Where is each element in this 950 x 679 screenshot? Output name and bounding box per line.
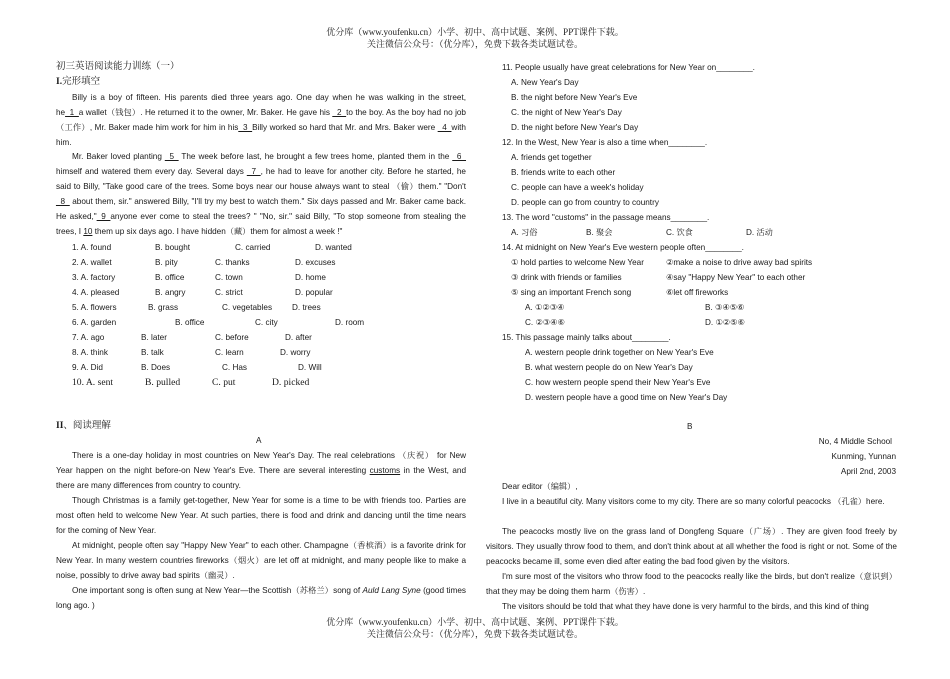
cloze-option-2-d: D. excuses <box>295 258 336 267</box>
section-1-number: I. <box>56 77 63 87</box>
cloze-option-2-a: 2. A. wallet <box>72 258 112 267</box>
cloze-option-10-b: B. pulled <box>145 377 181 388</box>
question-15-option-c: C. how western people spend their New Year's Eve <box>525 378 711 387</box>
cloze-option-10-a: 10. A. sent <box>72 377 114 388</box>
document-title: 初三英语阅读能力训练（一） <box>56 62 180 72</box>
passage-a-label: A <box>256 436 262 445</box>
text-run: with him. <box>56 123 466 147</box>
cloze-option-1-a: 1. A. found <box>72 243 112 252</box>
passage-a-paragraph-4 <box>56 583 466 613</box>
blank-or-keyword: _4_ <box>437 123 452 132</box>
cloze-option-3-a: 3. A. factory <box>72 273 116 282</box>
text-run: There is a one-day holiday in most countries on New Year's Day. The real celebrations （庆祝） for New Year happen on the night before-on New Year's Eve. There are several interesting <box>56 451 466 475</box>
question-13-stem: 13. The word "customs" in the passage means________. <box>502 213 710 222</box>
letter-paragraph-3: I'm sure most of the visitors who throw food to the peacocks really like the birds, but don't realize（意识到）that they may be doing them harm（伤害）. <box>486 572 897 596</box>
question-15-stem: 15. This passage mainly talks about________. <box>502 333 671 342</box>
question-14-stem: 14. At midnight on New Year's Eve western people often________. <box>502 243 744 252</box>
cloze-option-3-c: C. town <box>215 273 243 282</box>
question-14-item: ⑤ sing an important French song <box>511 288 632 297</box>
cloze-option-6-b: B. office <box>175 318 205 327</box>
question-11-stem: 11. People usually have great celebrations for New Year on________. <box>502 63 755 72</box>
question-14-option: D. ①②⑤⑥ <box>705 318 745 327</box>
passage-a-paragraph-1 <box>56 448 466 493</box>
letter-salutation: Dear editor（编辑）, <box>502 482 578 491</box>
question-13-option-d: D. 活动 <box>746 228 773 237</box>
cloze-option-6-c: C. city <box>255 318 278 327</box>
question-11-option-c: C. the night of New Year's Day <box>511 108 622 117</box>
cloze-paragraph-1 <box>56 90 466 150</box>
text-run: in the West, and there are many differences from country to country. <box>56 466 467 490</box>
cloze-option-4-a: 4. A. pleased <box>72 288 120 297</box>
blank-or-keyword: _5_ <box>164 152 179 161</box>
cloze-option-8-a: 8. A. think <box>72 348 108 357</box>
cloze-option-4-c: C. strict <box>215 288 243 297</box>
text-run: Mr. Baker loved planting <box>72 152 165 161</box>
text-run: The week before last, he brought a few trees home, planted them in the <box>178 152 453 161</box>
question-11-option-b: B. the night before New Year's Eve <box>511 93 638 102</box>
letter-date: April 2nd, 2003 <box>840 467 896 476</box>
question-14-option: A. ①②③④ <box>525 303 565 312</box>
cloze-option-5-a: 5. A. flowers <box>72 303 117 312</box>
question-12-stem: 12. In the West, New Year is also a time when________. <box>502 138 708 147</box>
question-14-item: ③ drink with friends or families <box>511 273 622 282</box>
text-run: , he had to leave for another city. Before he started, he said to Billy, "Take good care of the trees. Some boys near our house always want to steal （偷）them." "Don't <box>56 167 466 191</box>
question-13-option-c: C. 饮食 <box>666 228 693 237</box>
cloze-option-10-c: C. put <box>212 377 236 388</box>
question-14-option: C. ②③④⑥ <box>525 318 565 327</box>
question-14-item: ⑥let off fireworks <box>666 288 729 297</box>
question-13-option-a: A. 习俗 <box>511 228 538 237</box>
text-run: himself and watered them every day. Several days <box>56 167 247 176</box>
cloze-option-2-b: B. pity <box>155 258 178 267</box>
text-run: (good times long ago. ) <box>56 586 466 610</box>
cloze-option-2-c: C. thanks <box>215 258 250 267</box>
question-14-item: ① hold parties to welcome New Year <box>511 258 644 267</box>
cloze-option-1-c: C. carried <box>235 243 271 252</box>
blank-or-keyword: _6_ <box>452 152 466 161</box>
cloze-option-6-d: D. room <box>335 318 365 327</box>
blank-or-keyword: _2_ <box>332 108 347 117</box>
question-15-option-a: A. western people drink together on New Year's Eve <box>525 348 714 357</box>
letter-paragraph-2: The peacocks mostly live on the grass land of Dongfeng Square（广场）. They are given food freely by visitors. They usually throw food to them, and don't think about at all whether the food is right or not. Some of the peacocks became ill, some even died after eating the bad food given by the visitors. <box>486 527 897 566</box>
question-14-option: B. ③④⑤⑥ <box>705 303 745 312</box>
cloze-option-5-c: C. vegetables <box>222 303 273 312</box>
text-run: One important song is often sung at New Year—the Scottish（苏格兰）song of <box>72 586 363 595</box>
cloze-option-7-b: B. later <box>141 333 167 342</box>
cloze-option-4-d: D. popular <box>295 288 333 297</box>
letter-paragraph-1: I live in a beautiful city. Many visitors come to my city. There are so many colorful peacocks （孔雀）here. <box>502 497 885 506</box>
blank-or-keyword: _9_ <box>96 212 111 221</box>
text-run: Billy is a boy of fifteen. His parents died three years ago. One day when he was walking in the street, he <box>56 93 466 117</box>
passage-b-label: B <box>687 422 693 431</box>
question-15-option-d: D. western people have a good time on New Year's Day <box>525 393 728 402</box>
text-run: a wallet（钱包）. He returned it to the owner, Mr. Baker. He gave his <box>78 108 333 117</box>
cloze-option-9-d: D. Will <box>298 363 322 372</box>
cloze-option-7-d: D. after <box>285 333 312 342</box>
text-run: about them, sir." answered Billy, "I'll try my best to watch them." Six days passed and Mr. Baker came back. He asked," <box>56 197 466 221</box>
cloze-option-4-b: B. angry <box>155 288 186 297</box>
text-run: them up six days ago. I have hidden（藏）them for almost a week !" <box>92 227 343 236</box>
section-2-number: II <box>56 421 64 431</box>
letter-paragraph-4: The visitors should be told that what they have done is very harmful to the birds, and this kind of thing <box>502 602 869 611</box>
section-2-heading <box>56 419 111 434</box>
text-run: Billy worked so hard that Mr. and Mrs. Baker were <box>252 123 438 132</box>
question-14-item: ④say "Happy New Year" to each other <box>666 273 806 282</box>
question-13-option-b: B. 聚会 <box>586 228 613 237</box>
text-run: anyone ever come to steal the trees? " "No, sir." said Billy, "To stop someone from stealing the trees, I <box>56 212 466 236</box>
text-run: to the boy. As the boy had no job（工作）, Mr. Baker made him work for him in his <box>56 108 466 132</box>
question-12-option-a: A. friends get together <box>511 153 592 162</box>
header-watermark-line-1: 优分库（www.youfenku.cn）小学、初中、高中试题、案例、PPT课件下载。 <box>326 27 624 37</box>
blank-or-keyword: _7_ <box>246 167 261 176</box>
blank-or-keyword: _1_ <box>65 108 79 117</box>
cloze-option-9-a: 9. A. Did <box>72 363 103 372</box>
cloze-option-8-c: C. learn <box>215 348 244 357</box>
cloze-option-10-d: D. picked <box>272 377 310 388</box>
cloze-option-9-b: B. Does <box>141 363 171 372</box>
question-12-option-c: C. people can have a week's holiday <box>511 183 644 192</box>
question-11-option-a: A. New Year's Day <box>511 78 579 87</box>
question-14-item: ②make a noise to drive away bad spirits <box>666 258 813 267</box>
section-1-title: 完形填空 <box>62 77 101 87</box>
blank-or-keyword: 10 <box>83 227 93 236</box>
cloze-option-3-b: B. office <box>155 273 185 282</box>
section-1-heading <box>56 75 100 90</box>
text-run: Though Christmas is a family get-together, New Year for some is a time to be with friends too. Parties are most often held to welcome New Year. At such parties, there is food and drink and dancing until the time nears for the coming of New Year. <box>56 496 466 535</box>
cloze-option-3-d: D. home <box>295 273 326 282</box>
question-12-option-b: B. friends write to each other <box>511 168 616 177</box>
cloze-option-1-d: D. wanted <box>315 243 352 252</box>
header-watermark-line-2: 关注微信公众号：（优分库），免费下载各类试题试卷。 <box>366 39 583 49</box>
text-run: At midnight, people often say "Happy New Year" to each other. Champagne（香槟酒）is a favorite drink for New Year. In many western countries fireworks（烟火）are let off at midnight, and many people like to make a noise, possibly to drive away bad spirits（幽灵）. <box>56 541 466 580</box>
question-15-option-b: B. what western people do on New Year's Day <box>525 363 693 372</box>
passage-a-paragraph-3 <box>56 538 466 583</box>
letter-address-line-1: No, 4 Middle School <box>818 437 892 446</box>
text-run: Auld Lang Syne <box>362 586 421 595</box>
cloze-option-5-b: B. grass <box>148 303 179 312</box>
cloze-option-8-d: D. worry <box>280 348 311 357</box>
blank-or-keyword: customs <box>369 466 401 475</box>
passage-a-paragraph-2 <box>56 493 466 538</box>
footer-watermark-line-1: 优分库（www.youfenku.cn）小学、初中、高中试题、案例、PPT课件下载。 <box>326 617 624 627</box>
letter-address-line-2: Kunming, Yunnan <box>831 452 896 461</box>
cloze-option-7-a: 7. A. ago <box>72 333 105 342</box>
cloze-option-1-b: B. bought <box>155 243 191 252</box>
cloze-option-5-d: D. trees <box>292 303 321 312</box>
cloze-option-8-b: B. talk <box>141 348 164 357</box>
blank-or-keyword: _3_ <box>238 123 253 132</box>
cloze-paragraph-2 <box>56 149 466 239</box>
blank-or-keyword: _8_ <box>56 197 70 206</box>
question-12-option-d: D. people can go from country to country <box>511 198 659 207</box>
question-11-option-d: D. the night before New Year's Day <box>511 123 639 132</box>
cloze-option-6-a: 6. A. garden <box>72 318 117 327</box>
cloze-option-9-c: C. Has <box>222 363 248 372</box>
section-2-title: 、阅读理解 <box>63 421 111 431</box>
footer-watermark-line-2: 关注微信公众号：（优分库），免费下载各类试题试卷。 <box>366 629 583 639</box>
cloze-option-7-c: C. before <box>215 333 249 342</box>
